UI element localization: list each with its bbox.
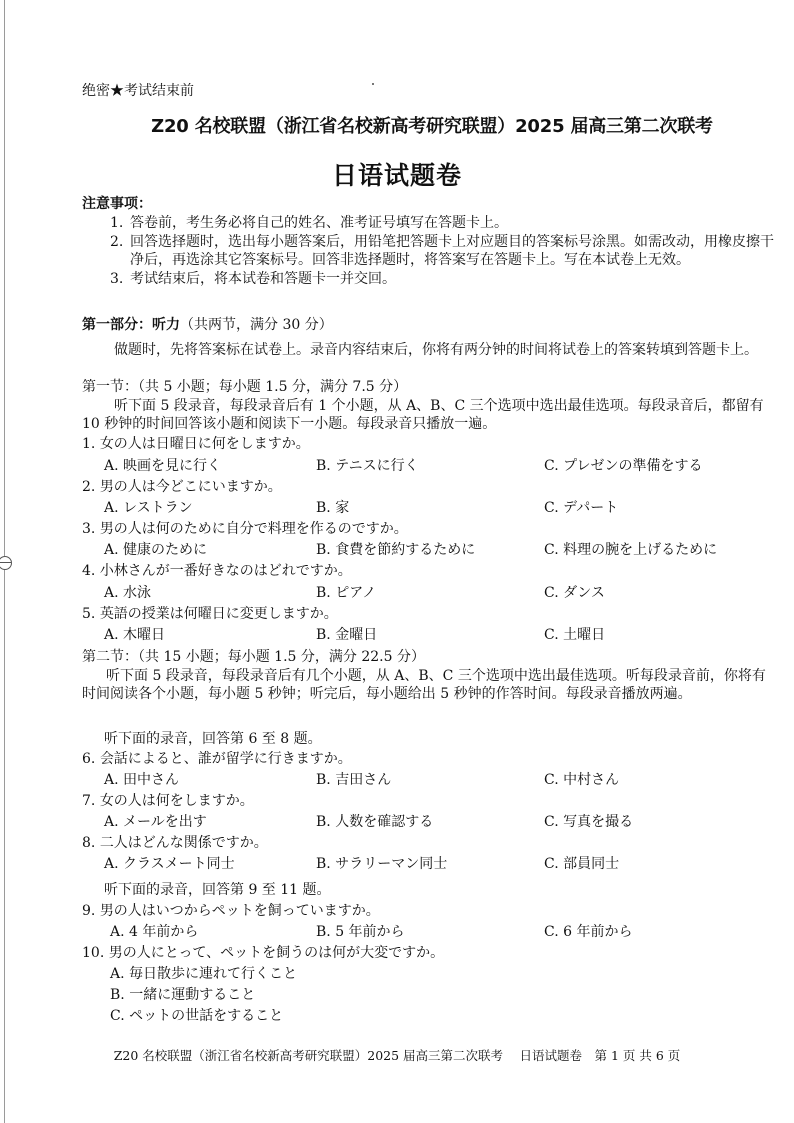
binding-hole-icon [0,556,12,570]
question-7: 7. 女の人は何をしますか。 [82,793,254,809]
part1-heading: 第一部分：听力 [82,317,180,333]
q3-option-c: C. 料理の腕を上げるために [544,542,718,558]
q1-option-b: B. テニスに行く [316,458,419,474]
q5-option-b: B. 金曜日 [316,627,378,643]
q6-option-c: C. 中村さん [544,772,620,788]
q8-option-a: A. クラスメート同士 [104,856,235,872]
section1-instruction: 听下面 5 段录音，每段录音后有 1 个小题，从 A、B、C 三个选项中选出最佳选项。每段录音后，都留有 10 秒钟的时间回答该小题和阅读下一小题。每段录音只播放一遍。 [82,398,764,432]
q10-option-a: A. 毎日散歩に連れて行くこと [110,966,298,982]
exam-subtitle: 日语试题卷 [331,161,462,190]
q4-option-c: C. ダンス [544,585,605,601]
scan-dot [372,83,374,85]
q3-option-a: A. 健康のために [104,542,208,558]
q9-option-c: C. 6 年前から [544,924,633,940]
q3-option-b: B. 食費を節約するために [316,542,476,558]
exam-title: Z20 名校联盟（浙江省名校新高考研究联盟）2025 届高三第二次联考 [151,116,713,137]
q10-option-c: C. ペットの世話をすること [110,1008,284,1024]
question-4: 4. 小林さんが一番好きなのはどれですか。 [82,563,352,579]
section2-heading: 第二节：（共 15 小题；每小题 1.5 分，满分 22.5 分） [82,649,425,665]
q1-option-c: C. プレゼンの準備をする [544,458,703,474]
section1-heading: 第一节：（共 5 小题；每小题 1.5 分，满分 7.5 分） [82,379,408,395]
question-1: 1. 女の人は日曜日に何をしますか。 [82,436,310,452]
q7-option-a: A. メールを出す [104,814,207,830]
q2-option-c: C. デパート [544,500,619,516]
q5-option-c: C. 土曜日 [544,627,606,643]
section2-instruction: 听下面 5 段录音，每段录音后有几个小题，从 A、B、C 三个选项中选出最佳选项。听每段录音前，你将有时间阅读各个小题，每小题 5 秒钟；听完后，每小题给出 5 秒钟的作答时间。每段录音播放两遍。 [82,668,766,702]
part1-heading-line [82,316,333,334]
q6-option-b: B. 吉田さん [316,772,392,788]
q4-option-b: B. ピアノ [316,585,377,601]
q9-option-a: A. 4 年前から [110,924,199,940]
question-6: 6. 会話によると、誰が留学に行きますか。 [82,751,352,767]
page-footer: Z20 名校联盟（浙江省名校新高考研究联盟）2025 届高三第二次联考 日语试题卷 第 1 页 共 6 页 [113,1048,681,1063]
q4-option-a: A. 水泳 [104,585,152,601]
question-3: 3. 男の人は何のために自分で料理を作るのですか。 [82,521,408,537]
q2-option-a: A. レストラン [104,500,193,516]
question-10: 10. 男の人にとって、ペットを飼うのは何が大変ですか。 [82,945,445,961]
note-item: 1. 答卷前，考生务必将自己的姓名、准考证号填写在答题卡上。 [110,215,508,231]
q7-option-b: B. 人数を確認する [316,814,434,830]
q7-option-c: C. 写真を撮る [544,814,634,830]
q2-option-b: B. 家 [316,500,350,516]
q1-option-a: A. 映画を見に行く [104,458,222,474]
note-item: 2. 回答选择题时，选出每小题答案后，用铅笔把答题卡上对应题目的答案标号涂黑。如需改动，用橡皮擦干净后，再选涂其它答案标号。回答非选择题时，将答案写在答题卡上。写在本试卷上无效。 [110,233,774,269]
q9-option-b: B. 5 年前から [316,924,405,940]
note-item: 3. 考试结束后，将本试卷和答题卡一并交回。 [110,270,396,287]
question-5: 5. 英語の授業は何曜日に変更しますか。 [82,606,338,622]
listen-6-8: 听下面的录音，回答第 6 至 8 题。 [104,731,322,747]
confidential-label: 绝密★考试结束前 [82,83,194,99]
part1-heading-note: （共两节，满分 30 分） [180,317,333,333]
question-2: 2. 男の人は今どこにいますか。 [82,479,282,495]
notes-heading: 注意事项： [82,196,152,212]
q5-option-a: A. 木曜日 [104,627,166,643]
question-9: 9. 男の人はいつからペットを飼っていますか。 [82,903,380,919]
notes-list [110,214,778,288]
q6-option-a: A. 田中さん [104,772,180,788]
listen-9-11: 听下面的录音，回答第 9 至 11 题。 [104,882,331,898]
q10-option-b: B. 一緒に運動すること [110,987,256,1003]
part1-instruction: 做题时，先将答案标在试卷上。录音内容结束后，你将有两分钟的时间将试卷上的答案转填到答题卡上。 [114,342,758,358]
question-8: 8. 二人はどんな関係ですか。 [82,835,268,851]
q8-option-b: B. サラリーマン同士 [316,856,448,872]
q8-option-c: C. 部員同士 [544,856,620,872]
